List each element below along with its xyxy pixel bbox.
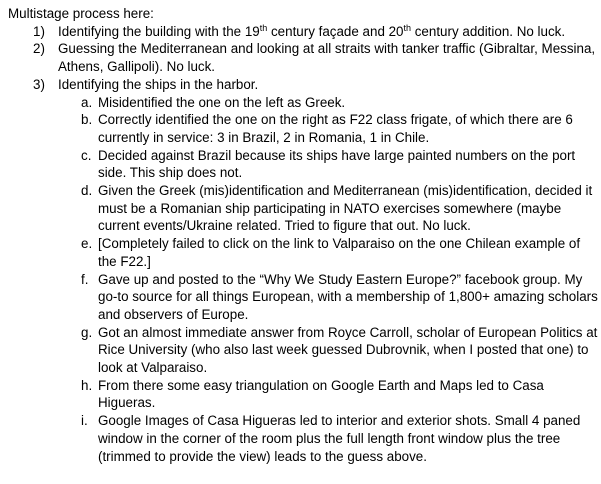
sub-item-text: Google Images of Casa Higueras led to interior and exterior shots. Small 4 paned window in the corner of the room plus the full length front window plus the tree (trimmed to provide the view) leads to the guess above. xyxy=(98,413,581,464)
sub-item-text: Given the Greek (mis)identification and Mediterranean (mis)identification, decided it must be a Romanian ship participating in NATO exercises somewhere (maybe current events/Ukraine related. Tried to figure that out. No luck. xyxy=(98,183,593,234)
list-number: 1) xyxy=(33,23,45,39)
item-1-text: Identifying the building with the 19th century façade and 20th century addition. No luck. xyxy=(58,22,566,39)
intro-heading: Multistage process here: xyxy=(8,6,154,21)
sub-item-text: From there some easy triangulation on Google Earth and Maps led to Casa Higueras. xyxy=(98,377,544,411)
sub-item-e xyxy=(8,235,601,270)
sub-item-letter: i. xyxy=(81,413,88,429)
sub-item-a xyxy=(8,94,601,112)
sub-item-letter: h. xyxy=(81,377,93,393)
main-list xyxy=(8,23,601,466)
sub-item-g xyxy=(8,324,601,377)
list-number: 3) xyxy=(33,76,45,92)
sub-item-letter: a. xyxy=(81,94,93,110)
item-3-text: Identifying the ships in the harbor. xyxy=(58,76,259,92)
sub-item-text: Decided against Brazil because its ships have large painted numbers on the port side. This ship does not. xyxy=(98,147,576,181)
list-item-3 xyxy=(8,76,601,465)
sub-item-i xyxy=(8,412,601,465)
list-item-1 xyxy=(8,23,601,41)
sub-item-text: Got an almost immediate answer from Royce Carroll, scholar of European Politics at Rice University (who also last week guessed Dubrovnik, when I posted that one) to look at Valparaiso. xyxy=(98,324,598,376)
sub-item-h xyxy=(8,377,601,412)
sub-item-b xyxy=(8,111,601,146)
sub-item-d xyxy=(8,182,601,235)
sub-item-letter: b. xyxy=(81,112,93,128)
sub-item-f xyxy=(8,271,601,324)
sub-item-letter: f. xyxy=(81,271,89,287)
sub-item-letter: d. xyxy=(81,183,93,199)
list-item-2 xyxy=(8,40,601,75)
sub-item-letter: e. xyxy=(81,236,93,252)
sub-item-text: [Completely failed to click on the link to Valparaiso on the one Chilean example of the F22.] xyxy=(98,236,581,269)
item-2-text: Guessing the Mediterranean and looking at all straits with tanker traffic (Gibraltar, Messina, Athens, Gallipoli). No luck. xyxy=(58,41,596,75)
sub-item-text: Correctly identified the one on the right as F22 class frigate, of which there are 6 currently in service: 3 in Brazil, 2 in Romania, 1 in Chile. xyxy=(98,112,573,145)
sub-item-letter: g. xyxy=(81,324,93,340)
sub-list xyxy=(58,94,601,466)
sub-item-letter: c. xyxy=(81,147,92,163)
list-number: 2) xyxy=(33,41,45,57)
sub-item-c xyxy=(8,147,601,182)
sub-item-text: Gave up and posted to the “Why We Study Eastern Europe?” facebook group. My go-to source for all things European, with a membership of 1,800+ amazing scholars and observers of Europe. xyxy=(98,271,598,322)
sub-item-text: Misidentified the one on the left as Greek. xyxy=(98,94,346,110)
